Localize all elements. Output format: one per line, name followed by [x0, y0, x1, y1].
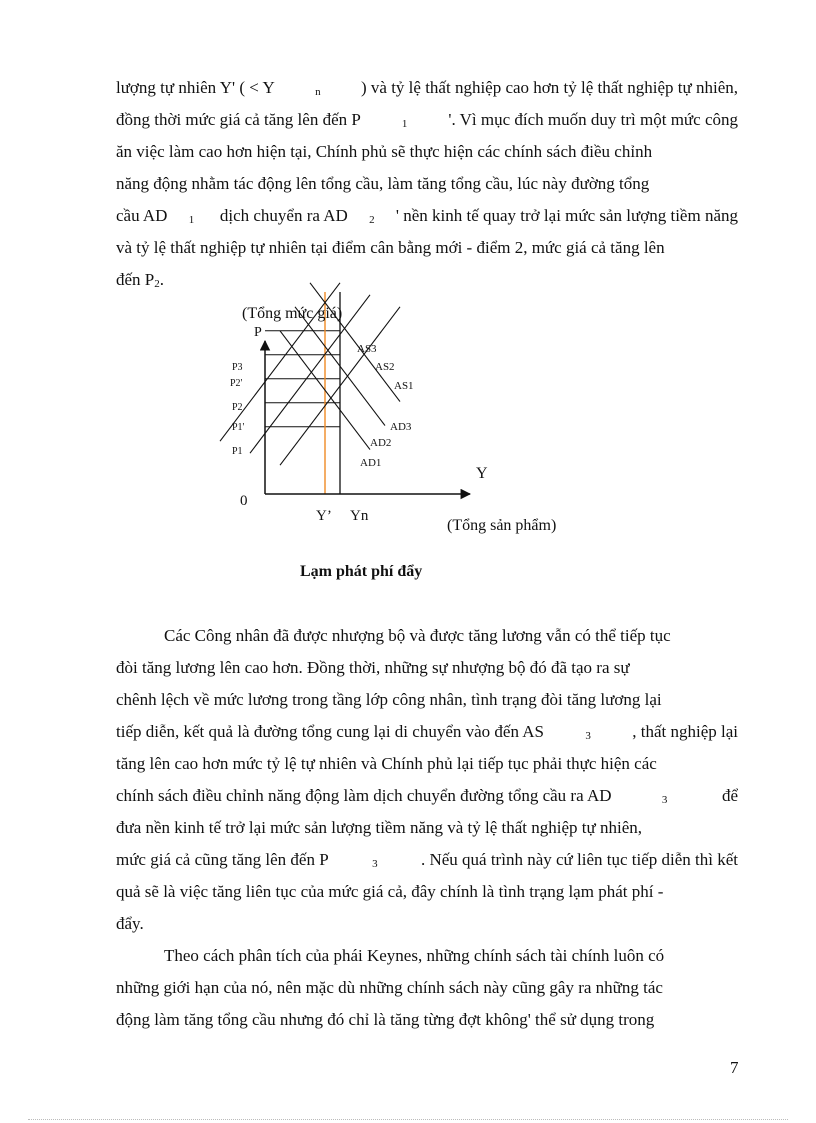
subscript: 3: [585, 730, 591, 742]
cost-push-inflation-chart: [0, 0, 816, 560]
subscript: n: [315, 86, 321, 98]
text-run: '. Vì mục đích muốn duy trì một mức công: [448, 110, 738, 129]
text-run: ) và tỷ lệ thất nghiệp cao hơn tỷ lệ thất nghiệp tự nhiên,: [361, 78, 738, 97]
subscript: 1: [188, 214, 195, 226]
text-line: và tỷ lệ thất nghiệp tự nhiên tại điểm cân bằng mới - điểm 2, mức giá cả tăng lên: [116, 238, 665, 257]
text-run: cầu AD: [116, 206, 168, 225]
text-line: [116, 781, 738, 811]
text-line: chênh lệch về mức lương trong tầng lớp công nhân, tình trạng đòi tăng lương lại: [116, 690, 662, 709]
origin-label: 0: [240, 493, 248, 509]
subscript: 2: [154, 278, 160, 290]
text-run: để: [717, 786, 738, 805]
text-line: [116, 845, 738, 875]
curve-label-ad1: AD1: [360, 457, 382, 469]
y-tick-label-p3: P3: [232, 362, 243, 373]
text-line: đẩy.: [116, 914, 144, 933]
subscript: 1: [401, 118, 408, 130]
page-number: 7: [730, 1058, 739, 1077]
text-run: đến P: [116, 270, 155, 289]
text-line: năng động nhằm tác động lên tổng cầu, làm tăng tổng cầu, lúc này đường tổng: [116, 174, 650, 193]
y-axis-title: (Tổng mức giá): [242, 305, 343, 322]
text-run: chính sách điều chỉnh năng động làm dịch chuyển đường tổng cầu ra AD: [116, 786, 612, 805]
curve-label-as2: AS2: [375, 361, 395, 373]
curve-label-as1: AS1: [394, 380, 414, 392]
text-line: đòi tăng lương lên cao hơn. Đồng thời, những sự nhượng bộ đó đã tạo ra sự: [116, 658, 630, 677]
subscript: 3: [372, 858, 378, 870]
price-guide-lines: [265, 331, 340, 427]
text-run: , thất nghiệp lại: [632, 722, 738, 741]
curve-label-ad3: AD3: [390, 421, 412, 433]
text-line: ăn việc làm cao hơn hiện tại, Chính phủ sẽ thực hiện các chính sách điều chỉnh: [116, 142, 653, 161]
text-line: Theo cách phân tích của phái Keynes, những chính sách tài chính luôn có: [164, 946, 665, 965]
x-axis-title: (Tổng sản phẩm): [447, 517, 557, 534]
y-tick-label-p2-prime: P2': [230, 378, 243, 389]
text-line: Các Công nhân đã được nhượng bộ và được tăng lương vẫn có thể tiếp tục: [164, 626, 671, 645]
text-line: quả sẽ là việc tăng liên tục của mức giá cả, đây chính là tình trạng lạm phát phí -: [116, 882, 664, 901]
text-run: .: [159, 270, 164, 289]
y-axis-label: P: [254, 325, 262, 340]
text-run: dịch chuyển ra AD: [215, 206, 348, 225]
y-tick-label-p1-prime: P1': [232, 422, 245, 433]
x-axis-label: Y: [476, 465, 488, 482]
text-run: lượng tự nhiên Y' ( < Y: [116, 78, 275, 97]
curve-label-as3: AS3: [357, 343, 377, 355]
figure-caption: Lạm phát phí đẩy: [300, 563, 423, 580]
x-tick-label-y-prime: Y’: [316, 508, 332, 524]
text-run: mức giá cả cũng tăng lên đến P: [116, 850, 329, 869]
y-tick-label-p2: P2: [232, 402, 243, 413]
text-line: tăng lên cao hơn mức tỷ lệ tự nhiên và Chính phủ lại tiếp tục phải thực hiện các: [116, 754, 657, 773]
text-line: động làm tăng tổng cầu nhưng đó chỉ là tăng từng đợt không' thể sử dụng trong: [116, 1010, 655, 1029]
text-run: . Nếu quá trình này cứ liên tục tiếp diễn thì kết: [420, 850, 738, 869]
page-bottom-divider: [28, 1119, 788, 1120]
y-tick-label-p1: P1: [232, 446, 243, 457]
curve-label-ad2: AD2: [370, 437, 392, 449]
x-tick-label-yn: Yn: [350, 508, 369, 524]
text-line: [116, 717, 738, 747]
subscript: 2: [369, 214, 375, 226]
text-run: đồng thời mức giá cả tăng lên đến P: [116, 110, 361, 129]
text-line: những giới hạn của nó, nên mặc dù những chính sách này cũng gây ra những tác: [116, 978, 663, 997]
text-line: đưa nền kinh tế trở lại mức sản lượng tiềm năng và tỷ lệ thất nghiệp tự nhiên,: [116, 818, 642, 837]
text-run: tiếp diễn, kết quả là đường tổng cung lại di chuyển vào đến AS: [116, 722, 545, 741]
text-run: ' nền kinh tế quay trở lại mức sản lượng tiềm năng: [395, 206, 738, 225]
subscript: 3: [661, 794, 668, 806]
curve-ad3: [310, 283, 400, 402]
